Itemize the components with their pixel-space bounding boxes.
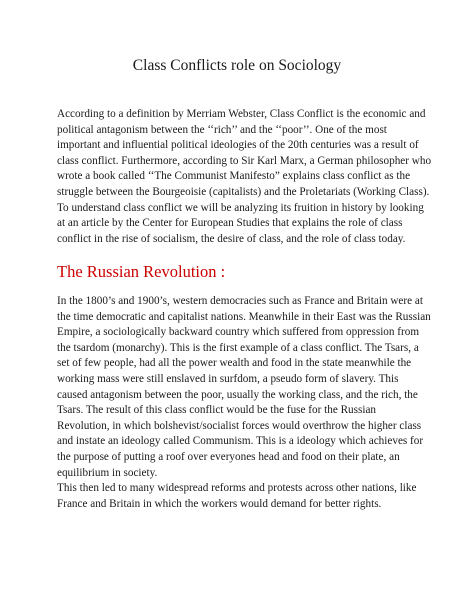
intro-line: struggle between the Bourgeoisie (capitalists) and the Proletariats (Working Class). [57,185,430,198]
intro-line: wrote a book called ‘‘The Communist Manifesto” explains class conflict as the [57,170,411,183]
russian-line: working mass were still enslaved in surfdom, a pseudo form of slavery. This [57,372,399,385]
intro-line: political antagonism between the ‘‘rich’’ and the ‘‘poor’’. One of the most [57,123,387,136]
intro-line: According to a definition by Merriam Webster, Class Conflict is the economic and [57,108,426,120]
russian-line: Tsars. The result of this class conflict would be the fuse for the Russian [57,404,377,417]
intro-line: important and influential political ideologies of the 20th centuries was a result of [57,139,419,152]
intro-line: conflict in the rise of socialism, the desire of class, and the role of class today. [57,232,406,245]
russian-line: the time democratic and capitalist nations. Meanwhile in their East was the Russian [57,310,431,323]
russian-line: the tsardom (monarchy). This is the first example of a class conflict. The Tsars, a [57,341,419,354]
russian-line: equilibrium in society. [57,466,158,479]
russian-line: In the 1800’s and 1900’s, western democracies such as France and Britain were at [57,295,423,307]
russian-line: France and Britain in which the workers would demand for better rights. [57,497,382,510]
intro-line: at an article by the Center for European Studies that explains the role of class [57,217,403,230]
russian-revolution-paragraph [57,294,435,512]
russian-line: This then led to many widespread reforms and protests across other nations, like [57,482,417,495]
russian-line: and instate an ideology called Communism. This is a ideology which achieves for [57,435,424,448]
russian-line: Revolution, in which bolshevist/socialist forces would overthrow the higher class [57,419,422,432]
russian-line: Empire, a sociologically backward country which suffered from oppression from [57,326,420,339]
intro-line: class conflict. Furthermore, according to Sir Karl Marx, a German philosopher who [57,154,432,167]
intro-paragraph [57,107,435,247]
russian-line: the purpose of putting a roof over everyones head and food on their plate, an [57,450,400,463]
intro-line: To understand class conflict we will be analyzing its fruition in history by looking [57,201,424,214]
section-heading-russian-revolution: The Russian Revolution : [57,262,226,281]
russian-line: set of few people, had all the power wealth and food in the state meanwhile the [57,357,412,370]
document-title: Class Conflicts role on Sociology [132,57,342,74]
russian-line: caused antagonism between the poor, usually the working class, and the rich, the [57,388,418,401]
